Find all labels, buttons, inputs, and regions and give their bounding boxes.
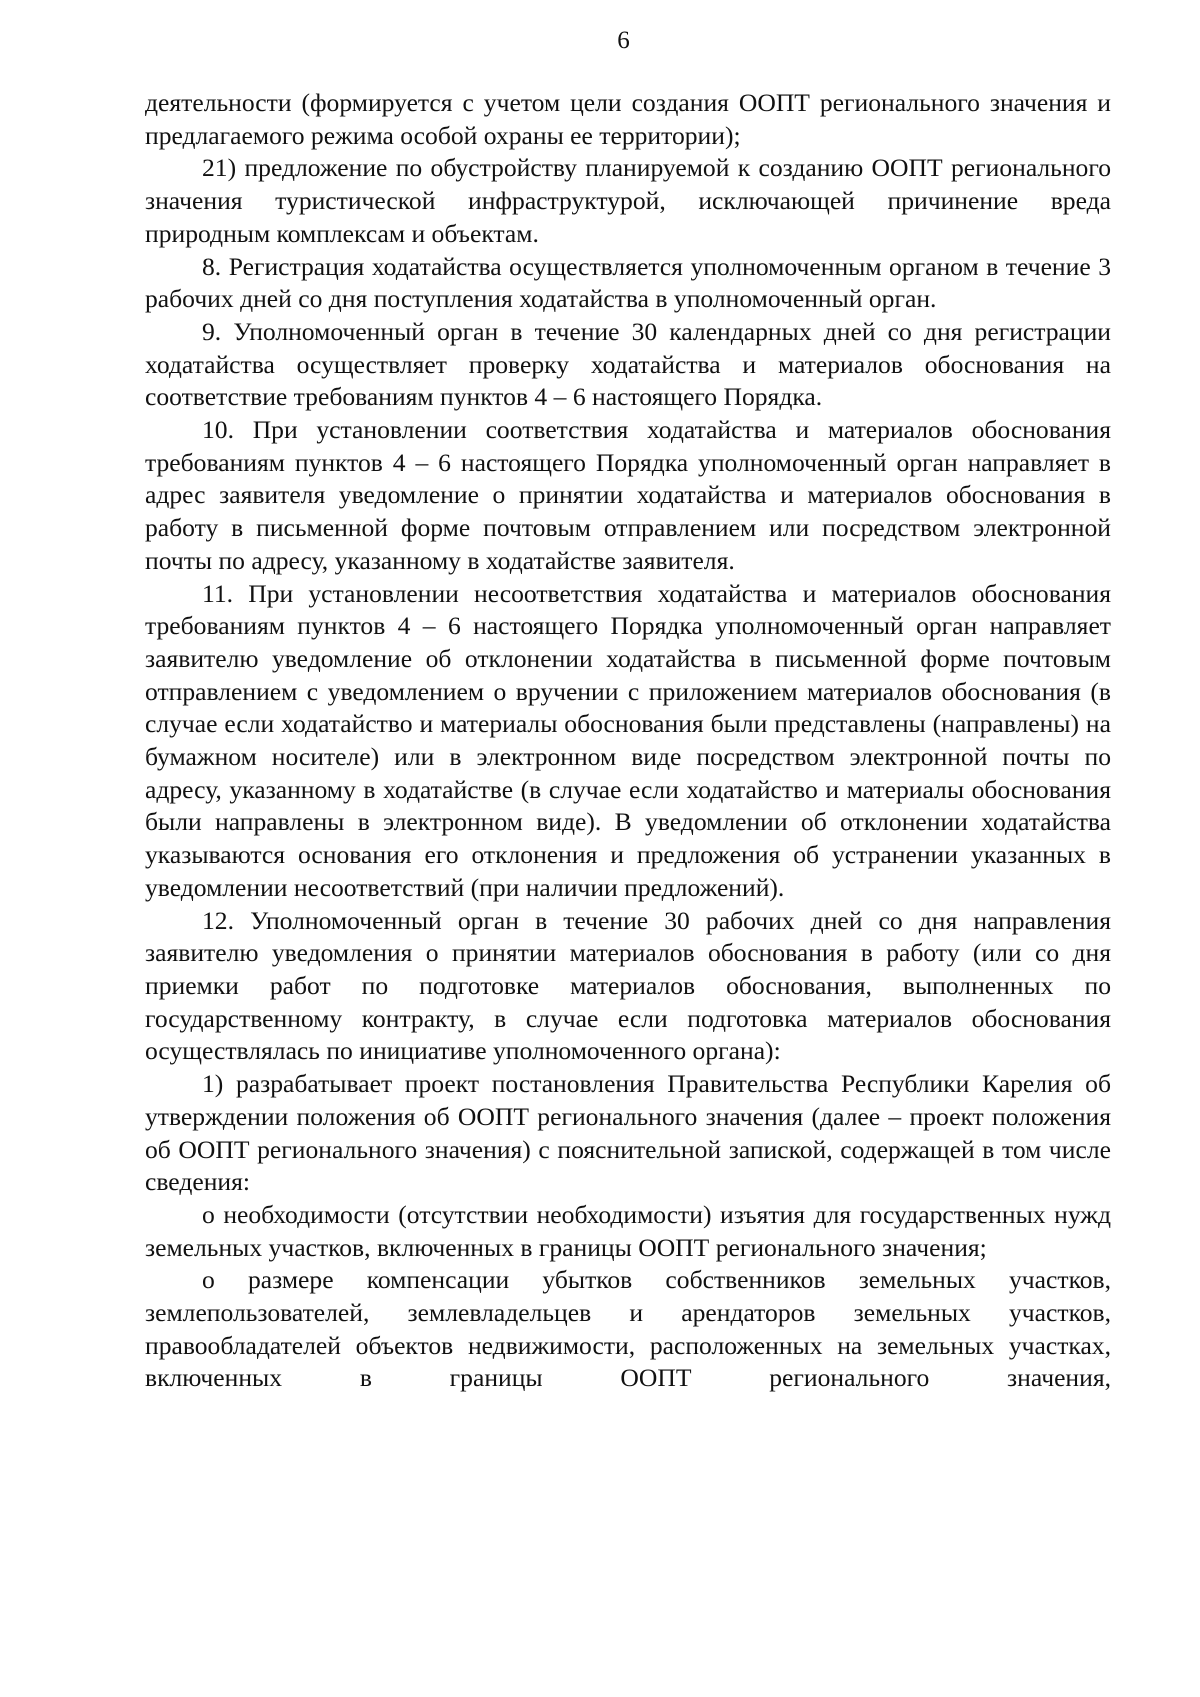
paragraph: деятельности (формируется с учетом цели создания ООПТ регионального значения и предлагаемого режима особой охраны ее территории); [145,88,1111,150]
paragraph: 10. При установлении соответствия ходатайства и материалов обоснования требованиям пунктов 4 – 6 настоящего Порядка уполномоченный орган направляет в адрес заявителя уведомление о принятии ходатайства и материалов обоснования в работу в письменной форме почтовым отправлением или посредством электронной почты по адресу, указанному в ходатайстве заявителя. [145,415,1111,575]
paragraph: 1) разрабатывает проект постановления Правительства Республики Карелия об утверждении положения об ООПТ регионального значения (далее – проект положения об ООПТ регионального значения) с пояснительной запиской, содержащей в том числе сведения: [145,1069,1111,1197]
page-number: 6 [617,27,630,54]
paragraph: 21) предложение по обустройству планируемой к созданию ООПТ регионального значения туристической инфраструктурой, исключающей причинение вреда природным комплексам и объектам. [145,153,1111,248]
document-body [145,87,1111,1395]
paragraph: о необходимости (отсутствии необходимости) изъятия для государственных нужд земельных участков, включенных в границы ООПТ регионального значения; [145,1199,1111,1262]
paragraph: 9. Уполномоченный орган в течение 30 календарных дней со дня регистрации ходатайства осуществляет проверку ходатайства и материалов обоснования на соответствие требованиям пунктов 4 – 6 настоящего Порядка. [145,316,1111,412]
paragraph: 8. Регистрация ходатайства осуществляется уполномоченным органом в течение 3 рабочих дней со дня поступления ходатайства в уполномоченный орган. [145,251,1111,314]
paragraph: 12. Уполномоченный орган в течение 30 рабочих дней со дня направления заявителю уведомления о принятии материалов обоснования в работу (или со дня приемки работ по подготовке материалов обоснования, выполненных по государственному контракту, в случае если подготовка материалов обоснования осуществлялась по инициативе уполномоченного органа): [145,905,1111,1066]
paragraph: 11. При установлении несоответствия ходатайства и материалов обоснования требованиям пунктов 4 – 6 настоящего Порядка уполномоченный орган направляет заявителю уведомление об отклонении ходатайства в письменной форме почтовым отправлением с уведомлением о вручении с приложением материалов обоснования (в случае если ходатайство и материалы обоснования были представлены (направлены) на бумажном носителе) или в электронном виде посредством электронной почты по адресу, указанному в ходатайстве (в случае если ходатайство и материалы обоснования были направлены в электронном виде). В уведомлении об отклонении ходатайства указываются основания его отклонения и предложения об устранении указанных в уведомлении несоответствий (при наличии предложений). [145,578,1111,902]
paragraph: о размере компенсации убытков собственников земельных участков, землепользователей, землевладельцев и арендаторов земельных участков, правообладателей объектов недвижимости, расположенных на земельных участках, включенных в границы ООПТ регионального значения, [145,1265,1111,1393]
